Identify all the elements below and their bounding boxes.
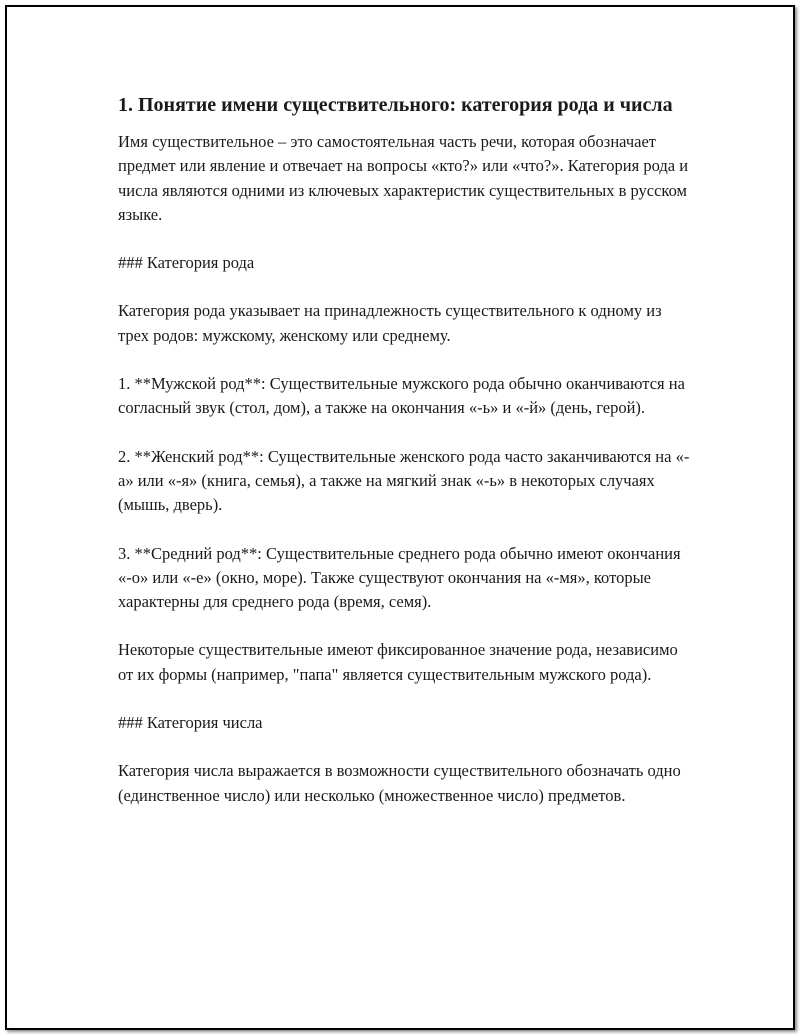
paragraph-intro: Имя существительное – это самостоятельная часть речи, которая обозначает предмет или явление и отвечает на вопросы «кто?» или «что?». Категория рода и числа являются одними из ключевых характеристик существительных в русском языке. (118, 132, 689, 224)
document-body (118, 91, 693, 832)
paragraph-fixed-gender: Некоторые существительные имеют фиксированное значение рода, независимо от их формы (например, "папа" является существительным мужского рода). (118, 640, 678, 684)
subheading-number: ### Категория числа (118, 713, 263, 733)
subheading-gender: ### Категория рода (118, 253, 255, 273)
list-item-neuter: 3. **Средний род**: Существительные среднего рода обычно имеют окончания «-о» или «-е» (окно, море). Также существуют окончания на «-мя», которые характерны для среднего рода (время, семя). (118, 543, 681, 612)
section-heading: 1. Понятие имени существительного: категория рода и числа (118, 94, 673, 116)
list-item-masculine: 1. **Мужской род**: Существительные мужского рода обычно оканчиваются на согласный звук (стол, дом), а также на окончания «-ь» и «-й» (день, герой). (118, 374, 685, 418)
list-item-feminine: 2. **Женский род**: Существительные женского рода часто заканчиваются на «-а» или «-я» (книга, семья), а также на мягкий знак «-ь» в некоторых случаях (мышь, дверь). (118, 446, 690, 515)
paragraph-number-definition: Категория числа выражается в возможности существительного обозначать одно (единственное число) или несколько (множественное число) предметов. (118, 761, 681, 805)
paragraph-gender-definition: Категория рода указывает на принадлежность существительного к одному из трех родов: мужскому, женскому или среднему. (118, 301, 662, 345)
